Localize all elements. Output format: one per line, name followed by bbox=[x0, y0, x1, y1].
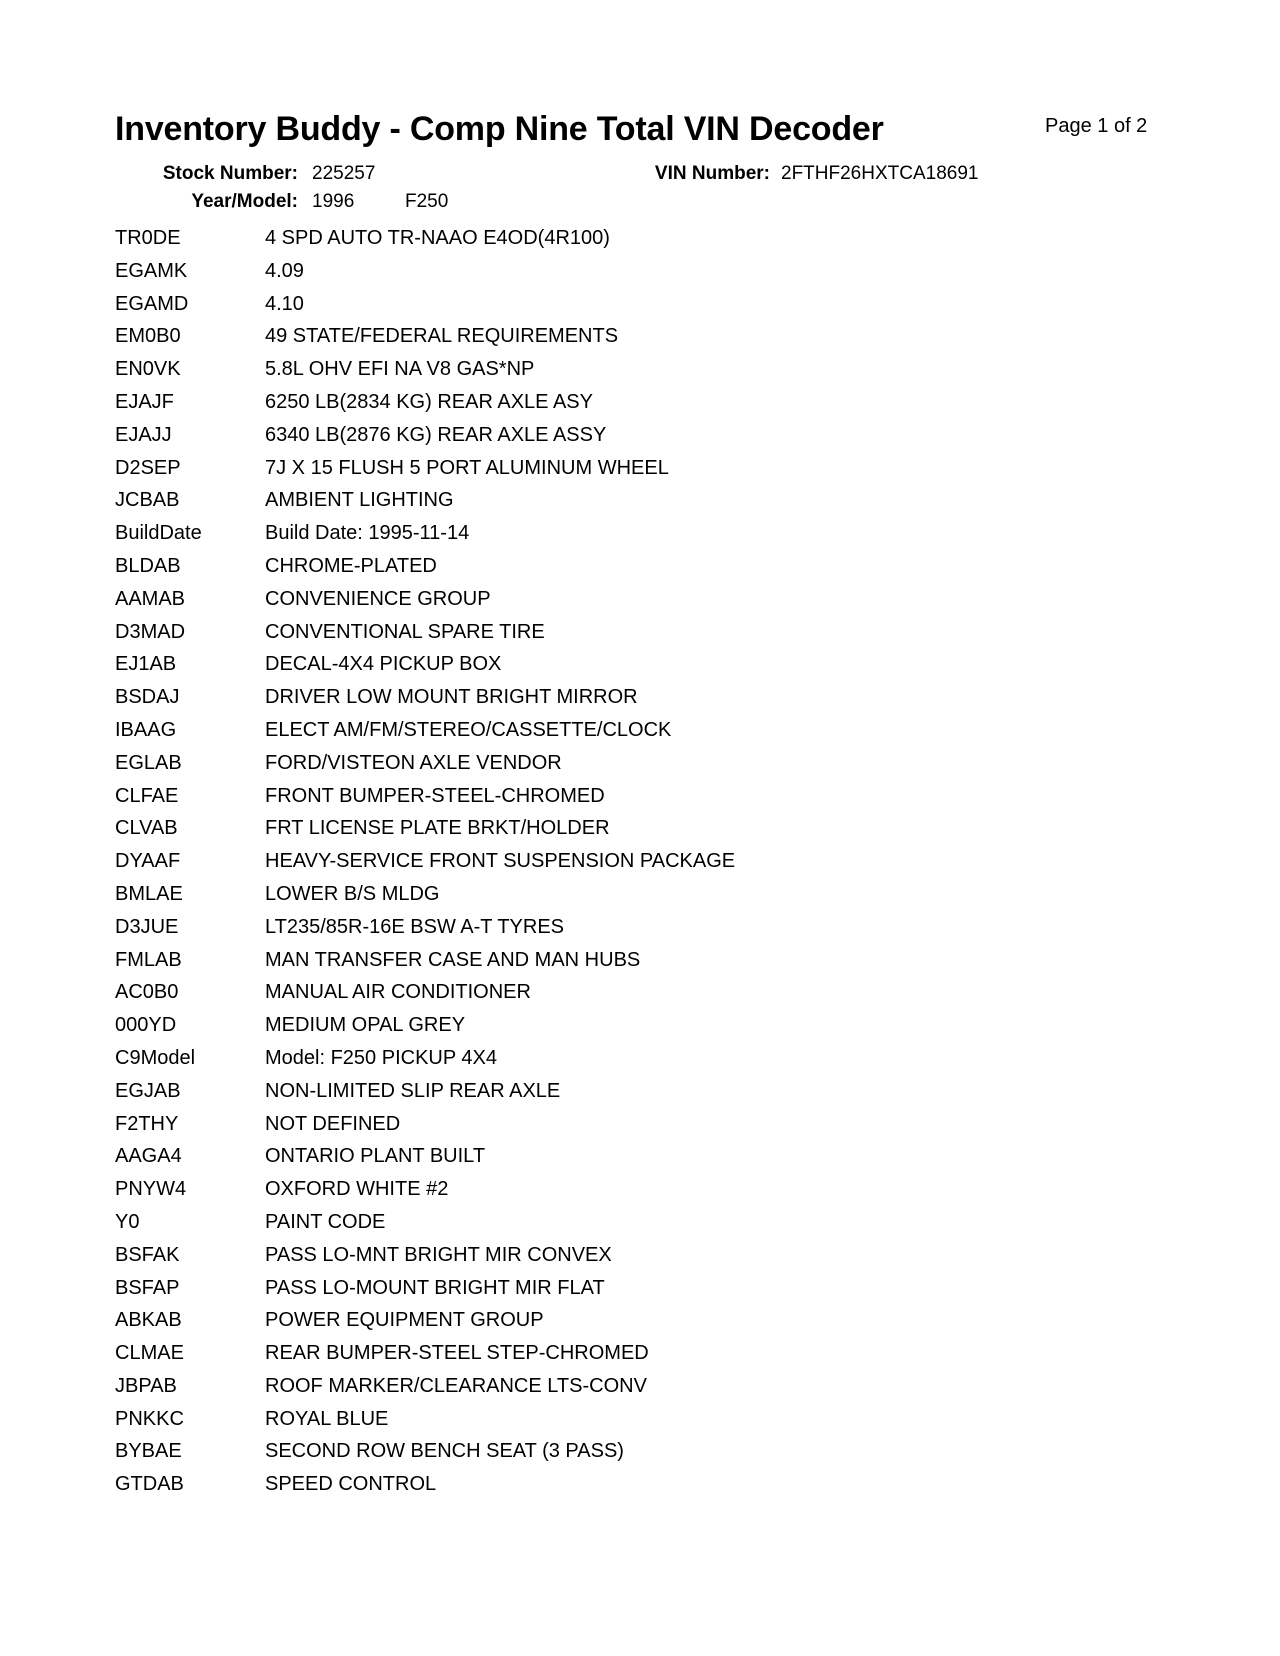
option-code: BSDAJ bbox=[115, 686, 180, 709]
option-row bbox=[115, 555, 1115, 588]
option-description: ROYAL BLUE bbox=[265, 1407, 389, 1430]
option-code: BYBAE bbox=[115, 1440, 182, 1463]
option-code: JCBAB bbox=[115, 489, 180, 512]
option-code: Y0 bbox=[115, 1210, 140, 1233]
option-code: BLDAB bbox=[115, 554, 181, 577]
option-description: 4 SPD AUTO TR-NAAO E4OD(4R100) bbox=[265, 227, 610, 249]
option-row bbox=[115, 358, 1115, 391]
option-code: EGAMD bbox=[115, 292, 189, 315]
option-row bbox=[115, 1309, 1115, 1342]
option-description: 49 STATE/FEDERAL REQUIREMENTS bbox=[265, 325, 619, 348]
option-description: HEAVY-SERVICE FRONT SUSPENSION PACKAGE bbox=[265, 850, 736, 873]
option-code: BuildDate bbox=[115, 522, 202, 545]
option-code: DYAAF bbox=[115, 850, 181, 873]
option-description: LOWER B/S MLDG bbox=[265, 882, 440, 905]
option-description: CONVENTIONAL SPARE TIRE bbox=[265, 620, 545, 643]
option-description: MANUAL AIR CONDITIONER bbox=[265, 981, 531, 1004]
option-row bbox=[115, 1178, 1115, 1211]
option-code: D2SEP bbox=[115, 456, 181, 479]
option-description: PASS LO-MOUNT BRIGHT MIR FLAT bbox=[265, 1276, 605, 1299]
option-row bbox=[115, 424, 1115, 457]
option-code: 000YD bbox=[115, 1014, 177, 1037]
option-code: EM0B0 bbox=[115, 325, 181, 348]
option-code: PNKKC bbox=[115, 1407, 184, 1430]
option-description: NON-LIMITED SLIP REAR AXLE bbox=[265, 1079, 561, 1102]
option-row bbox=[115, 260, 1115, 293]
option-code: FMLAB bbox=[115, 948, 182, 971]
option-row bbox=[115, 621, 1115, 654]
option-description: 5.8L OHV EFI NA V8 GAS*NP bbox=[265, 358, 535, 381]
option-row bbox=[115, 719, 1115, 752]
option-row bbox=[115, 1375, 1115, 1408]
option-description: REAR BUMPER-STEEL STEP-CHROMED bbox=[265, 1342, 649, 1365]
option-row bbox=[115, 686, 1115, 719]
option-description: Build Date: 1995-11-14 bbox=[265, 522, 470, 545]
option-code: EJAJF bbox=[115, 390, 174, 413]
option-row bbox=[115, 1047, 1115, 1080]
option-row bbox=[115, 588, 1115, 621]
option-row bbox=[115, 457, 1115, 490]
option-description: FRT LICENSE PLATE BRKT/HOLDER bbox=[265, 817, 610, 840]
option-row bbox=[115, 325, 1115, 358]
option-row bbox=[115, 850, 1115, 883]
option-row bbox=[115, 1113, 1115, 1146]
option-code: ABKAB bbox=[115, 1309, 182, 1332]
option-code: EGLAB bbox=[115, 751, 182, 774]
option-code: BSFAK bbox=[115, 1243, 180, 1266]
option-description: CHROME-PLATED bbox=[265, 554, 437, 577]
option-row bbox=[115, 883, 1115, 916]
option-description: LT235/85R-16E BSW A-T TYRES bbox=[265, 915, 565, 938]
option-row bbox=[115, 981, 1115, 1014]
option-code-list bbox=[115, 227, 1115, 1506]
option-description: OXFORD WHITE #2 bbox=[265, 1178, 449, 1201]
option-description: FRONT BUMPER-STEEL-CHROMED bbox=[265, 784, 605, 807]
option-code: AAGA4 bbox=[115, 1145, 182, 1168]
model-value: F250 bbox=[405, 191, 449, 212]
option-code: JBPAB bbox=[115, 1374, 177, 1397]
option-code: IBAAG bbox=[115, 718, 177, 741]
option-code: EN0VK bbox=[115, 358, 181, 381]
vin-number-value: 2FTHF26HXTCA18691 bbox=[781, 163, 979, 184]
option-code: TR0DE bbox=[115, 227, 181, 249]
option-code: EGAMK bbox=[115, 259, 188, 282]
option-description: NOT DEFINED bbox=[265, 1112, 401, 1135]
option-description: 6250 LB(2834 KG) REAR AXLE ASY bbox=[265, 390, 593, 413]
option-code: BMLAE bbox=[115, 882, 183, 905]
option-row bbox=[115, 785, 1115, 818]
option-code: EJAJJ bbox=[115, 423, 172, 446]
option-description: AMBIENT LIGHTING bbox=[265, 489, 454, 512]
option-row bbox=[115, 916, 1115, 949]
option-code: EJ1AB bbox=[115, 653, 177, 676]
option-row bbox=[115, 1277, 1115, 1310]
option-row bbox=[115, 1211, 1115, 1244]
option-description: POWER EQUIPMENT GROUP bbox=[265, 1309, 544, 1332]
option-description: ONTARIO PLANT BUILT bbox=[265, 1145, 486, 1168]
option-row bbox=[115, 1244, 1115, 1277]
option-description: PASS LO-MNT BRIGHT MIR CONVEX bbox=[265, 1243, 612, 1266]
option-row bbox=[115, 653, 1115, 686]
vin-number-label: VIN Number: bbox=[654, 163, 770, 184]
option-code: F2THY bbox=[115, 1112, 179, 1135]
option-row bbox=[115, 817, 1115, 850]
stock-number-label: Stock Number: bbox=[162, 163, 298, 184]
option-description: MEDIUM OPAL GREY bbox=[265, 1014, 466, 1037]
option-description: ROOF MARKER/CLEARANCE LTS-CONV bbox=[265, 1374, 647, 1397]
option-description: SECOND ROW BENCH SEAT (3 PASS) bbox=[265, 1440, 624, 1463]
option-code: D3JUE bbox=[115, 915, 179, 938]
option-description: Model: F250 PICKUP 4X4 bbox=[265, 1046, 497, 1069]
option-description: 4.10 bbox=[265, 292, 304, 315]
option-code: AAMAB bbox=[115, 587, 186, 610]
option-description: DECAL-4X4 PICKUP BOX bbox=[265, 653, 502, 676]
option-description: PAINT CODE bbox=[265, 1210, 386, 1233]
option-code: AC0B0 bbox=[115, 981, 179, 1004]
option-row bbox=[115, 949, 1115, 982]
option-code: CLVAB bbox=[115, 817, 178, 840]
option-row bbox=[115, 1408, 1115, 1441]
option-description: MAN TRANSFER CASE AND MAN HUBS bbox=[265, 948, 641, 971]
year-value: 1996 bbox=[312, 191, 355, 212]
option-code: EGJAB bbox=[115, 1079, 181, 1102]
option-row bbox=[115, 1342, 1115, 1375]
option-code: C9Model bbox=[115, 1046, 196, 1069]
option-description: FORD/VISTEON AXLE VENDOR bbox=[265, 751, 562, 774]
option-description: 6340 LB(2876 KG) REAR AXLE ASSY bbox=[265, 423, 607, 446]
option-code: PNYW4 bbox=[115, 1178, 187, 1201]
option-row bbox=[115, 489, 1115, 522]
option-code: GTDAB bbox=[115, 1473, 184, 1496]
option-description: 7J X 15 FLUSH 5 PORT ALUMINUM WHEEL bbox=[265, 456, 669, 479]
option-code: CLFAE bbox=[115, 784, 179, 807]
year-model-label: Year/Model: bbox=[191, 191, 298, 212]
page-number: Page 1 of 2 bbox=[1045, 115, 1148, 137]
stock-number-value: 225257 bbox=[312, 163, 376, 184]
option-row bbox=[115, 1145, 1115, 1178]
option-row bbox=[115, 1080, 1115, 1113]
option-description: CONVENIENCE GROUP bbox=[265, 587, 491, 610]
option-description: SPEED CONTROL bbox=[265, 1473, 437, 1496]
option-description: DRIVER LOW MOUNT BRIGHT MIRROR bbox=[265, 686, 638, 709]
option-row bbox=[115, 391, 1115, 424]
option-row bbox=[115, 293, 1115, 326]
option-row bbox=[115, 1014, 1115, 1047]
option-row bbox=[115, 522, 1115, 555]
option-code: CLMAE bbox=[115, 1342, 184, 1365]
option-row bbox=[115, 227, 1115, 260]
option-code: D3MAD bbox=[115, 620, 186, 643]
document-title: Inventory Buddy - Comp Nine Total VIN Decoder bbox=[115, 110, 884, 148]
option-description: ELECT AM/FM/STEREO/CASSETTE/CLOCK bbox=[265, 718, 672, 741]
option-row bbox=[115, 752, 1115, 785]
option-code: BSFAP bbox=[115, 1276, 180, 1299]
option-description: 4.09 bbox=[265, 259, 304, 282]
option-row bbox=[115, 1440, 1115, 1473]
option-row bbox=[115, 1473, 1115, 1506]
